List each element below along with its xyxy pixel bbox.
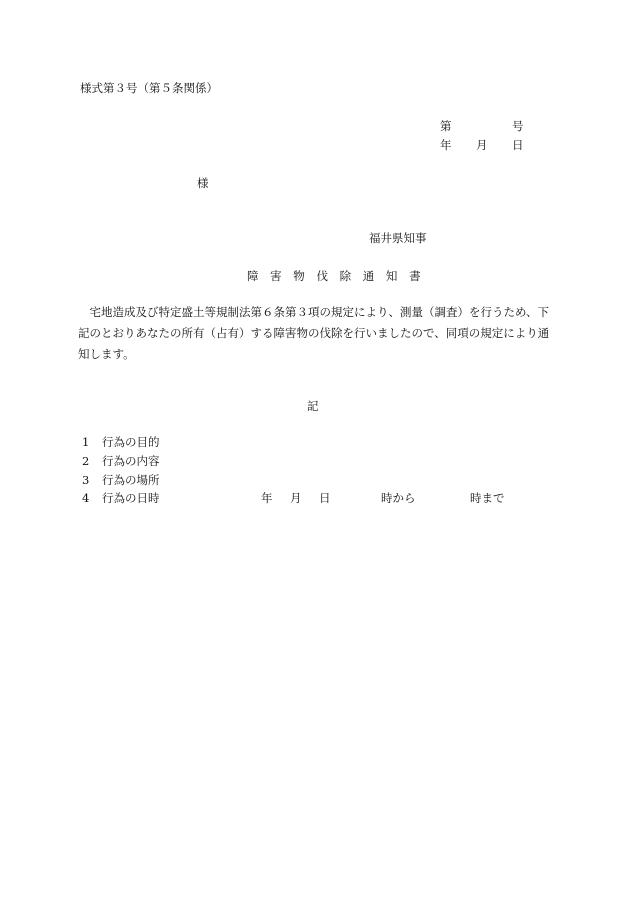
datetime-from-label: 時から: [381, 491, 416, 505]
list-item-number: 2: [82, 454, 90, 468]
number-suffix: 号: [512, 119, 524, 133]
datetime-year-label: 年: [261, 491, 273, 505]
list-item-label: 行為の日時: [102, 491, 160, 505]
date-month-label: 月: [476, 138, 488, 152]
addressee-suffix: 様: [197, 176, 209, 190]
issuer-name: 福井県知事: [369, 231, 427, 245]
list-item-label: 行為の内容: [102, 454, 160, 468]
list-item-label: 行為の場所: [102, 473, 160, 487]
datetime-month-label: 月: [290, 491, 302, 505]
list-item-number: 4: [82, 491, 90, 505]
datetime-day-label: 日: [319, 491, 331, 505]
ki-heading: 記: [307, 399, 319, 413]
body-text: 宅地造成及び特定盛土等規制法第６条第３項の規定により、測量（調査）を行うため、下記のとおりあなたの所有（占有）する障害物の伐除を行いましたので、同項の規定により通知します。: [78, 305, 550, 361]
list-item-number: 3: [82, 473, 90, 487]
datetime-to-label: 時まで: [470, 491, 505, 505]
date-day-label: 日: [512, 138, 524, 152]
list-item-label: 行為の目的: [102, 435, 160, 449]
date-year-label: 年: [440, 138, 452, 152]
document-title: 障 害 物 伐 除 通 知 書: [247, 269, 425, 283]
list-item-number: 1: [82, 435, 90, 449]
form-label: 様式第３号（第５条関係）: [80, 81, 218, 95]
number-prefix: 第: [440, 119, 452, 133]
